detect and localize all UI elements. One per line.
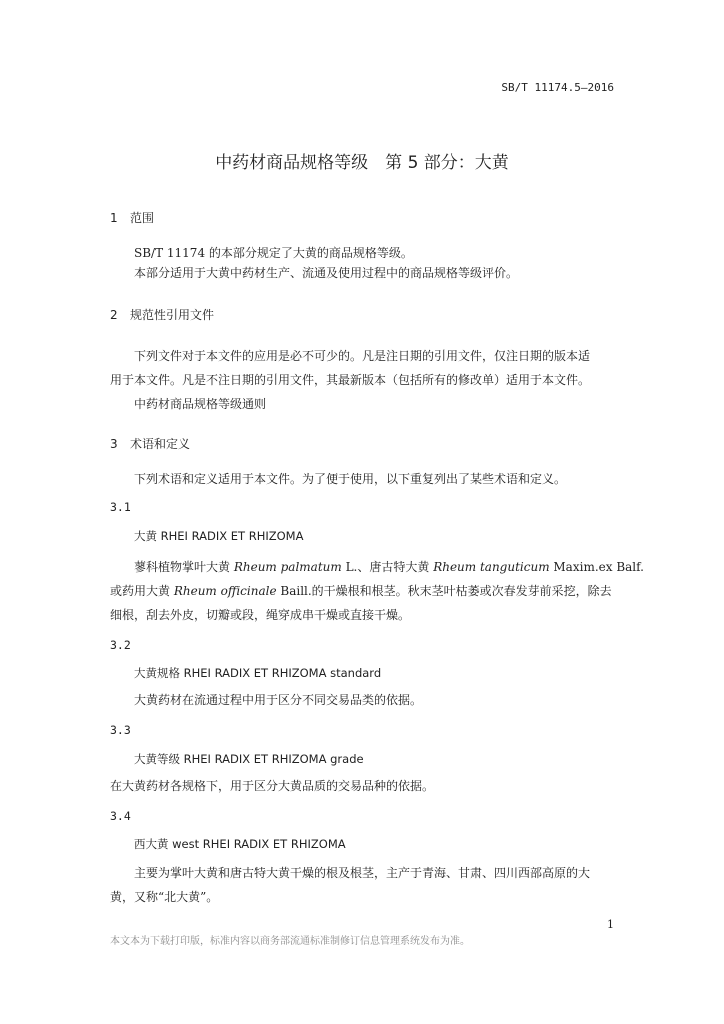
- clause-3-2-line1: 大黄药材在流通过程中用于区分不同交易品类的依据。: [134, 693, 423, 707]
- clause-3-2-number: 3.2: [110, 638, 131, 652]
- section-number: 1: [110, 211, 118, 225]
- document-title: 中药材商品规格等级 第 5 部分：大黄: [215, 153, 509, 173]
- clause-3-3-number: 3.3: [110, 723, 131, 737]
- clause-3-3-line1: 在大黄药材各规格下，用于区分大黄品质的交易品种的依据。: [110, 779, 435, 793]
- section-title: 术语和定义: [130, 437, 191, 451]
- s3-intro: 下列术语和定义适用于本文件。为了便于使用，以下重复列出了某些术语和定义。: [134, 472, 567, 486]
- section-number: 3: [110, 437, 118, 451]
- clause-3-4-line1: 主要为掌叶大黄和唐古特大黄干燥的根及根茎，主产于青海、甘肃、四川西部高原的大: [134, 866, 591, 880]
- clause-3-1-line2: 或药用大黄 Rheum officinale Baill.的干燥根和根茎。秋末茎叶枯萎或次春发芽前采挖，除去: [110, 584, 612, 598]
- clause-3-1-term: 大黄 RHEI RADIX ET RHIZOMA: [134, 529, 304, 543]
- section-3-heading: [110, 435, 190, 452]
- section-2-heading: [110, 306, 214, 323]
- footer-notice: 本文本为下载打印版，标准内容以商务部流通标准制修订信息管理系统发布为准。: [110, 936, 470, 947]
- clause-3-1-number: 3.1: [110, 500, 131, 514]
- clause-3-1-line3: 细根，刮去外皮，切瓣或段，绳穿成串干燥或直接干燥。: [110, 608, 411, 622]
- s2-line1: 下列文件对于本文件的应用是必不可少的。凡是注日期的引用文件，仅注日期的版本适: [134, 349, 591, 363]
- clause-3-1-line1: 蓼科植物掌叶大黄 Rheum palmatum L.、唐古特大黄 Rheum tanguticum Maxim.ex Balf.: [134, 560, 644, 574]
- clause-3-2-term: 大黄规格 RHEI RADIX ET RHIZOMA standard: [134, 666, 382, 680]
- s1-line2: 本部分适用于大黄中药材生产、流通及使用过程中的商品规格等级评价。: [134, 266, 519, 280]
- section-title: 规范性引用文件: [130, 308, 215, 322]
- clause-3-4-term: 西大黄 west RHEI RADIX ET RHIZOMA: [134, 837, 346, 851]
- s2-line2: 用于本文件。凡是不注日期的引用文件，其最新版本（包括所有的修改单）适用于本文件。: [110, 373, 591, 387]
- page-number: 1: [607, 918, 614, 931]
- section-1-heading: [110, 209, 154, 226]
- s1-line1: SB/T 11174 的本部分规定了大黄的商品规格等级。: [134, 246, 413, 260]
- section-title: 范围: [130, 211, 155, 225]
- s2-referenced-document: 中药材商品规格等级通则: [134, 397, 267, 411]
- clause-3-4-number: 3.4: [110, 809, 131, 823]
- clause-3-3-term: 大黄等级 RHEI RADIX ET RHIZOMA grade: [134, 752, 364, 766]
- standard-code: SB/T 11174.5—2016: [501, 81, 614, 94]
- clause-3-4-line2: 黄，又称“北大黄”。: [110, 890, 219, 904]
- section-number: 2: [110, 308, 118, 322]
